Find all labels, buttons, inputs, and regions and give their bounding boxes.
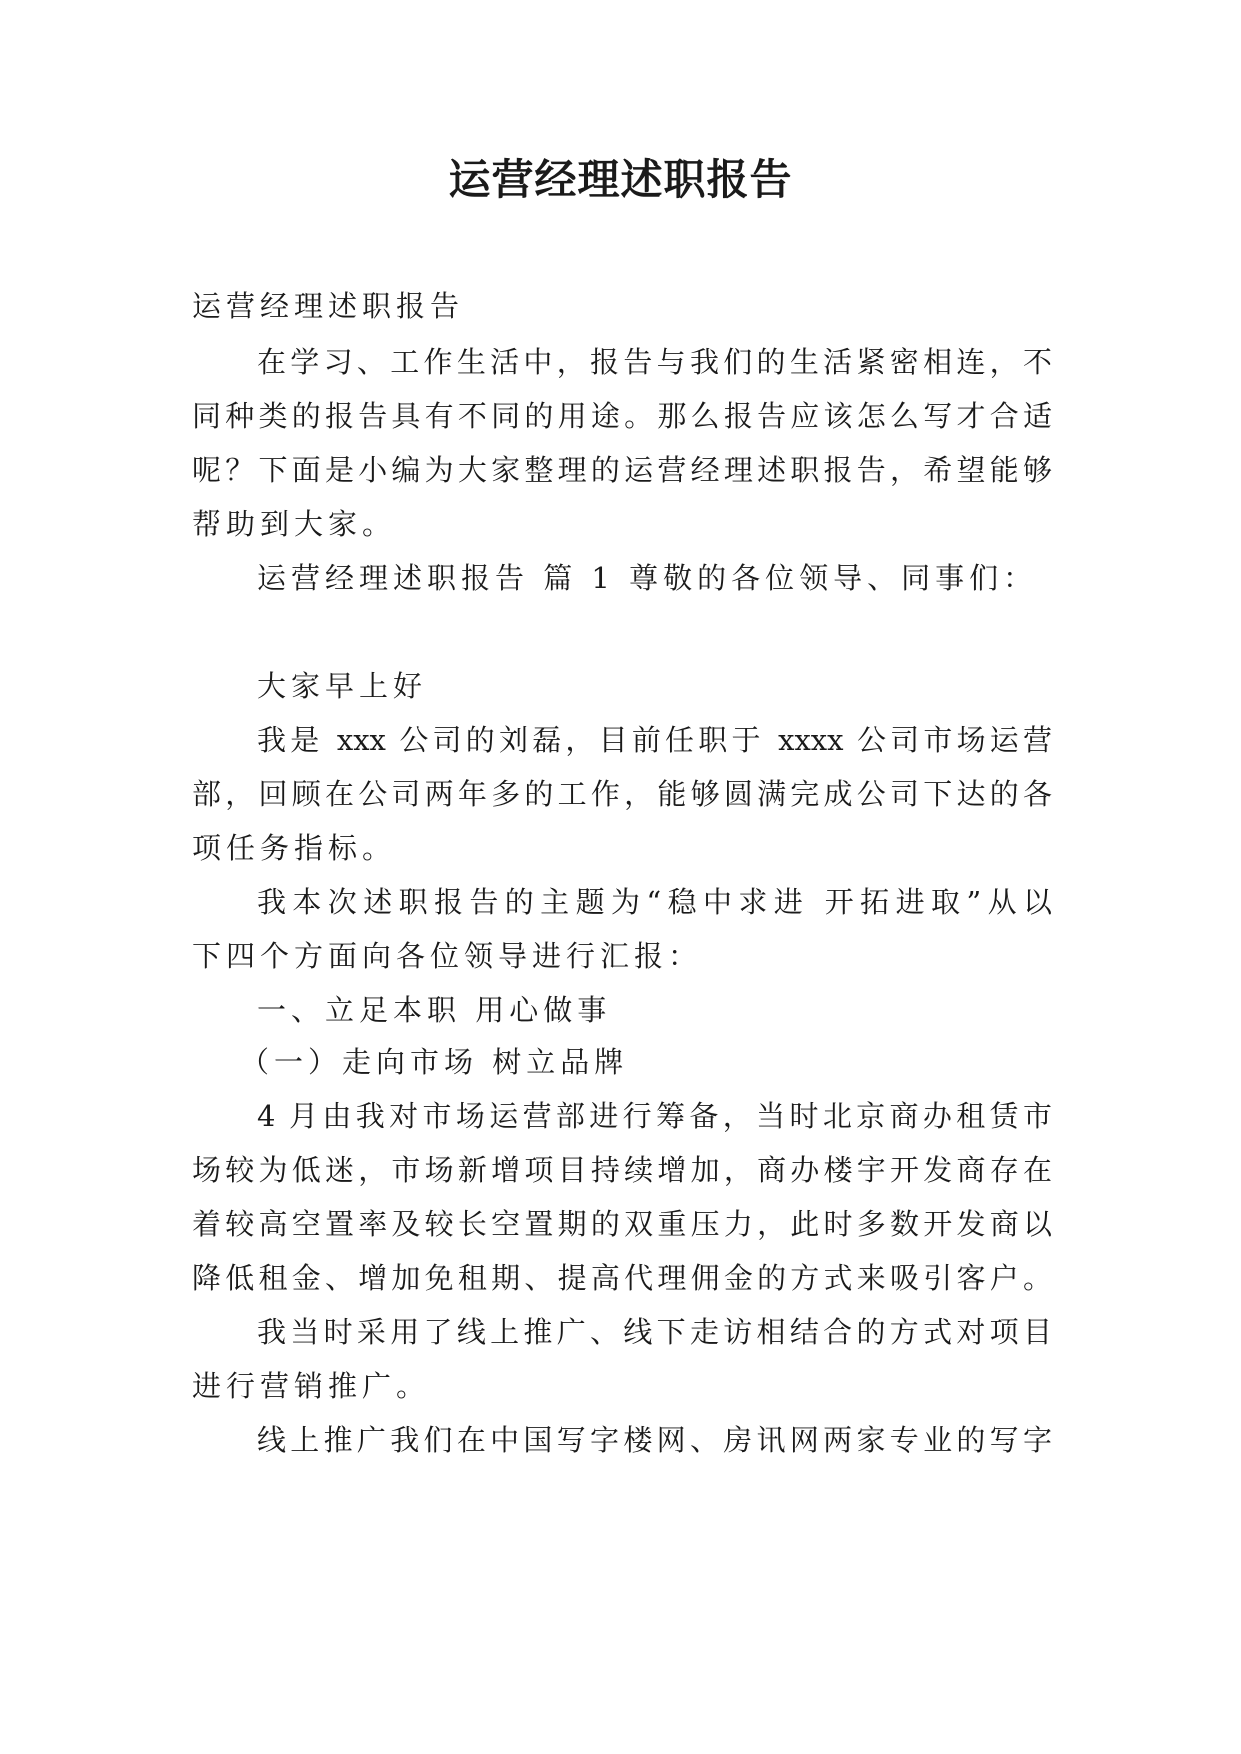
document-title: 运营经理述职报告 <box>448 155 793 204</box>
body-line: 帮助到大家。 <box>192 507 397 541</box>
body-line: 呢？下面是小编为大家整理的运营经理述职报告，希望能够 <box>192 453 1052 487</box>
body-line: 运营经理述职报告 篇 1 尊敬的各位领导、同事们： <box>257 561 1038 595</box>
body-line: 下四个方面向各位领导进行汇报： <box>192 939 703 973</box>
body-line: 项任务指标。 <box>192 831 397 865</box>
body-line: 运营经理述职报告 <box>192 289 465 323</box>
body-line: 着较高空置率及较长空置期的双重压力，此时多数开发商以 <box>192 1207 1052 1241</box>
body-line: 降低租金、增加免租期、提高代理佣金的方式来吸引客户。 <box>192 1261 1052 1295</box>
body-line: 我本次述职报告的主题为“稳中求进 开拓进取”从以 <box>257 885 1052 919</box>
body-line: 大家早上好 <box>257 669 428 703</box>
body-line: 我当时采用了线上推广、线下走访相结合的方式对项目 <box>257 1315 1052 1349</box>
body-line: 部，回顾在公司两年多的工作，能够圆满完成公司下达的各 <box>192 777 1052 811</box>
body-line: 场较为低迷，市场新增项目持续增加，商办楼宇开发商存在 <box>192 1153 1052 1187</box>
body-line: 在学习、工作生活中，报告与我们的生活紧密相连，不 <box>257 345 1052 379</box>
body-line: 进行营销推广。 <box>192 1369 431 1403</box>
body-line: 同种类的报告具有不同的用途。那么报告应该怎么写才合适 <box>192 399 1052 433</box>
body-line: 4 月由我对市场运营部进行筹备，当时北京商办租赁市 <box>257 1099 1052 1133</box>
body-line: 我是 xxx 公司的刘磊，目前任职于 xxxx 公司市场运营 <box>257 723 1052 757</box>
body-line: 线上推广我们在中国写字楼网、房讯网两家专业的写字 <box>257 1423 1052 1457</box>
subsection-heading: （一）走向市场 树立品牌 <box>240 1045 629 1079</box>
section-heading: 一、立足本职 用心做事 <box>257 993 612 1027</box>
